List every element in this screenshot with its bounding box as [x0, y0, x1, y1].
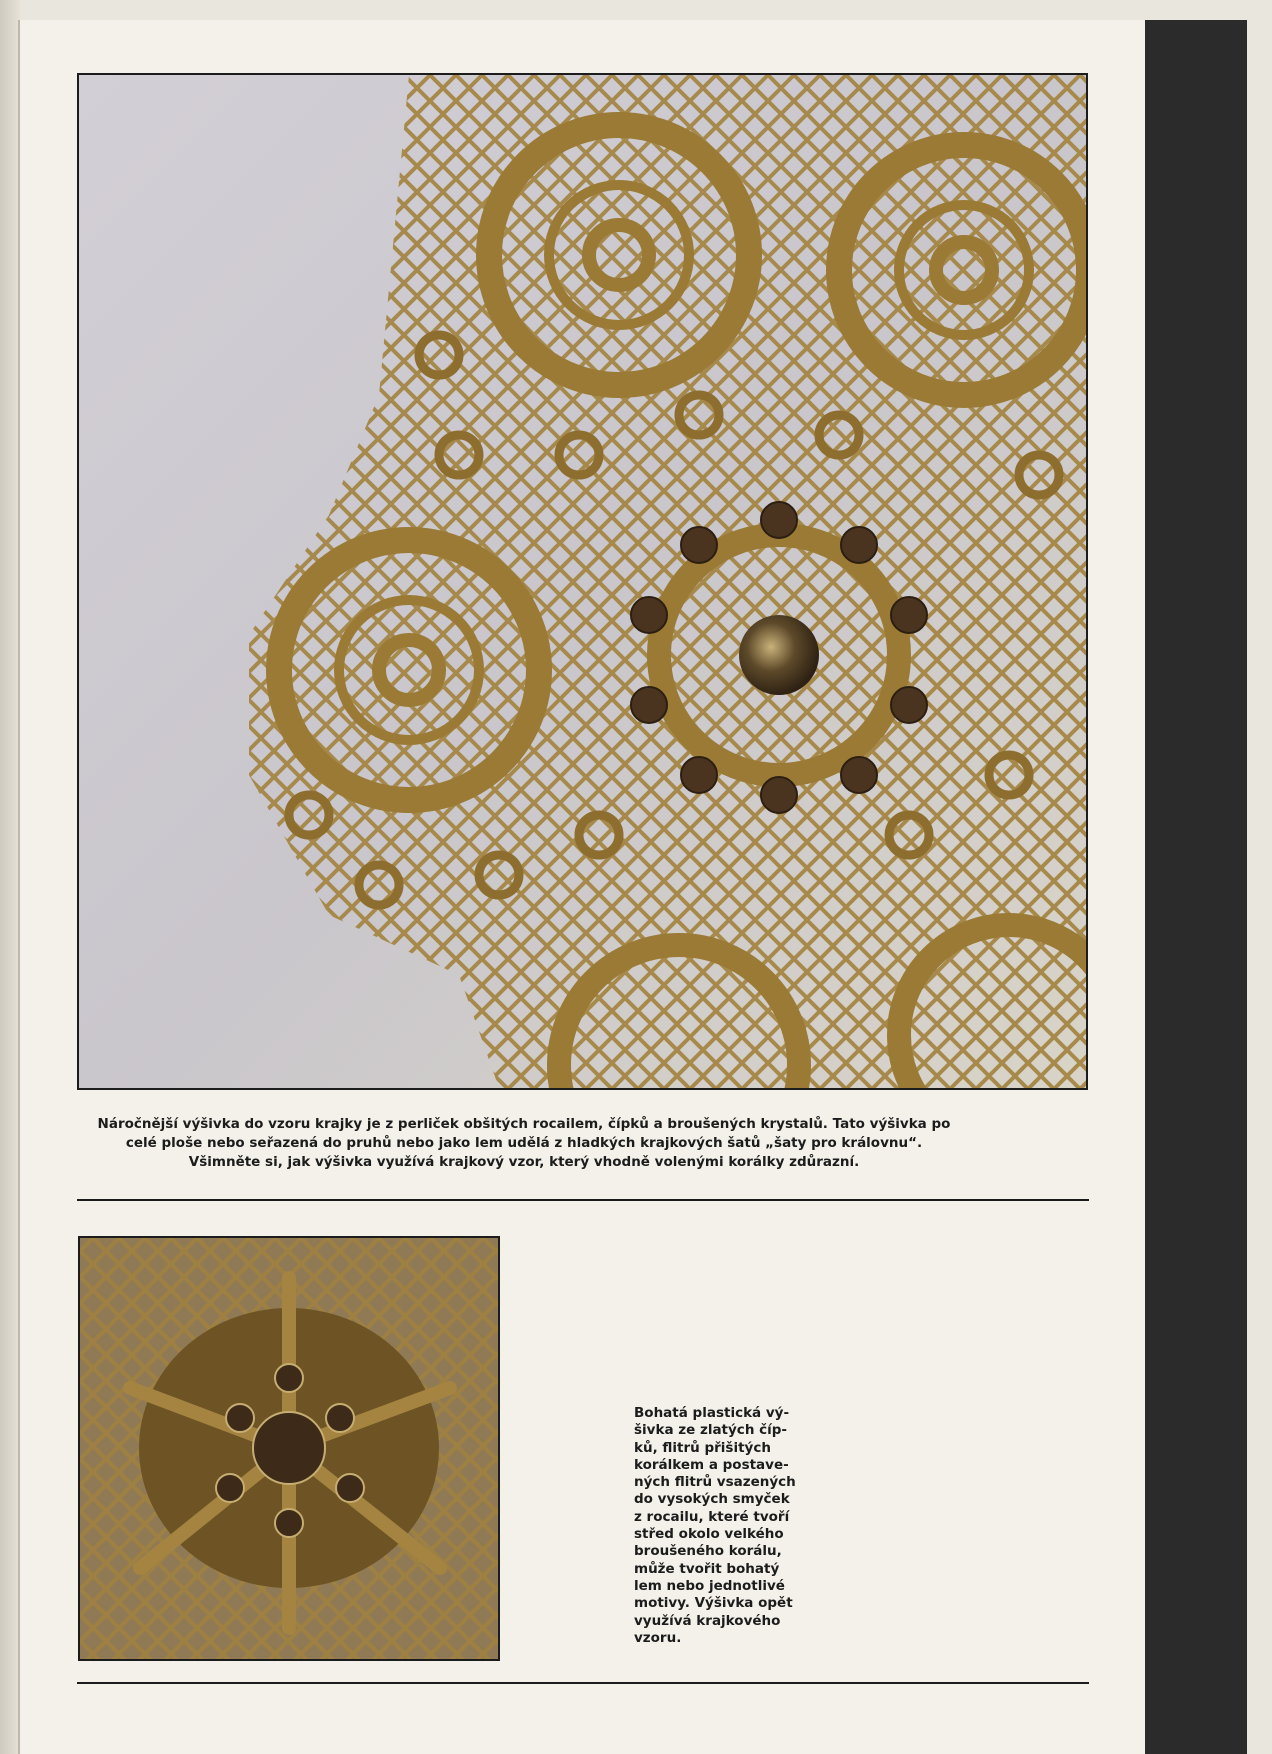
side-caption-line: lem nebo jednotlivé	[634, 1577, 785, 1594]
lace-illustration-large	[79, 75, 1086, 1088]
bottom-photo-caption	[634, 1405, 800, 1647]
side-caption-line: motivy. Výšivka opět	[634, 1595, 793, 1612]
side-caption-line: může tvořit bohatý	[634, 1560, 780, 1577]
side-caption-line: využívá krajkového	[634, 1612, 781, 1629]
side-caption-line: Bohatá plastická vý-	[634, 1405, 790, 1421]
divider-rule-bottom	[77, 1682, 1089, 1684]
page-spine	[0, 0, 20, 1754]
caption-line-2: celé ploše nebo seřazená do pruhů nebo jako lem udělá z hladkých krajkových šatů „šaty pro královnu“.	[125, 1135, 923, 1151]
lace-embroidery-photo-large	[77, 73, 1088, 1090]
dark-page-edge	[1145, 20, 1247, 1754]
top-photo-caption	[74, 1115, 974, 1172]
side-caption-line: šivka ze zlatých číp-	[634, 1422, 788, 1439]
side-caption-line: korálkem a postave-	[634, 1456, 789, 1473]
side-caption-line: ných flitrů vsazených	[634, 1474, 796, 1491]
side-caption-line: z rocailu, které tvoří	[634, 1508, 790, 1525]
side-caption-line: do vysokých smyček	[634, 1491, 790, 1508]
side-caption-line: broušeného korálu,	[634, 1543, 782, 1560]
outer-margin	[1247, 20, 1272, 1754]
caption-line-1: Náročnější výšivka do vzoru krajky je z perliček obšitých rocailem, čípků a broušených krystalů. Tato výšivka po	[97, 1116, 951, 1132]
divider-rule-top	[77, 1199, 1089, 1201]
beaded-illustration-small	[80, 1238, 498, 1659]
side-caption-line: střed okolo velkého	[634, 1526, 784, 1543]
caption-line-3: Všimněte si, jak výšivka využívá krajkový vzor, který vhodně volenými korálky zdůrazní.	[188, 1154, 860, 1170]
side-caption-line: ků, flitrů přišitých	[634, 1439, 771, 1456]
beaded-embroidery-photo-small	[78, 1236, 500, 1661]
side-caption-line: vzoru.	[634, 1629, 682, 1646]
